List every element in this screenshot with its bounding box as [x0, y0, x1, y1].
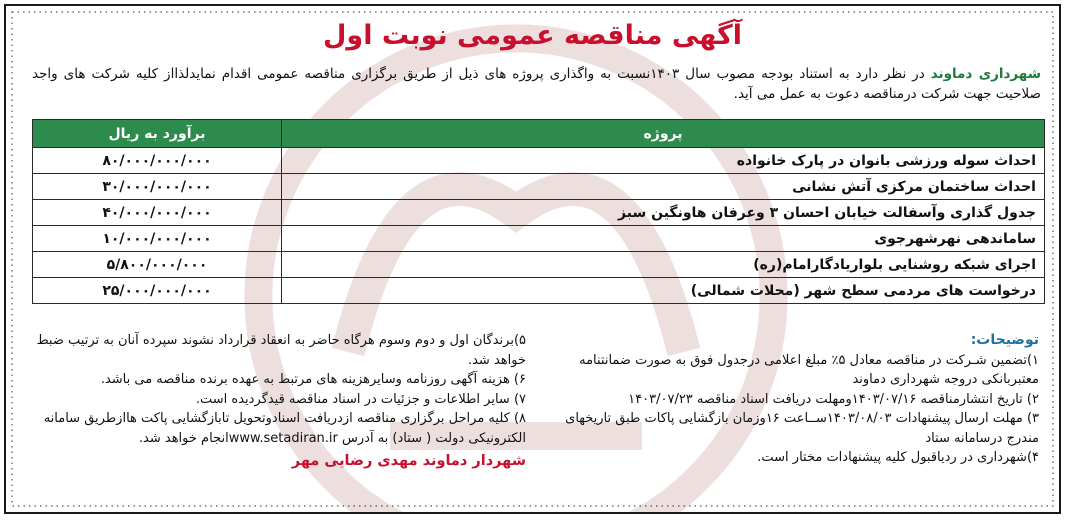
table-row	[33, 252, 1045, 278]
project-cost: ۸۰/۰۰۰/۰۰۰/۰۰۰	[33, 148, 282, 174]
table-row	[33, 200, 1045, 226]
table-row	[33, 278, 1045, 304]
intro-paragraph	[32, 64, 1041, 104]
note-item: ۳) مهلت ارسال پیشنهادات ۱۴۰۳/۰۸/۰۳ســاعت ۱۶وزمان بازگشایی پاکات طبق تاریخهای مندرج درسامانه ستاد	[565, 411, 1039, 446]
projects-table	[32, 119, 1045, 304]
note-item: ۶) هزینه آگهی روزنامه وسایرهزینه های مرتبط به عهده برنده مناقصه می باشد.	[100, 372, 526, 387]
notice-title: آگهی مناقصه عمومی نوبت اول	[323, 20, 742, 51]
project-name: جدول گذاری وآسفالت خیابان احسان ۳ وعرفان هاونگین سبز	[282, 200, 1045, 226]
ad-frame	[4, 4, 1061, 514]
project-name: ساماندهی نهرشهرجوی	[282, 226, 1045, 252]
header-project: پروژه	[282, 120, 1045, 148]
note-item-8	[36, 409, 526, 448]
project-cost: ۳۰/۰۰۰/۰۰۰/۰۰۰	[33, 174, 282, 200]
project-cost: ۲۵/۰۰۰/۰۰۰/۰۰۰	[33, 278, 282, 304]
note-item: ۵)برندگان اول و دوم وسوم هرگاه حاضر به انعقاد قرارداد نشوند سپرده آنان به ترتیب ضبط خواهد شد.	[36, 333, 526, 368]
mayor-signature: شهردار دماوند مهدی رضایی مهر	[291, 453, 526, 469]
note-item: ۴)شهرداری در ردیاقبول کلیه پیشنهادات مختار است.	[757, 450, 1039, 465]
project-name: احداث سوله ورزشی بانوان در پارک خانواده	[282, 148, 1045, 174]
setad-url-link[interactable]: www.setadiran.ir	[228, 430, 338, 446]
note-item: ۲) تاریخ انتشارمناقصه ۱۴۰۳/۰۷/۱۶ومهلت دریافت اسناد مناقصه ۱۴۰۳/۰۷/۲۳	[628, 391, 1039, 407]
project-cost: ۴۰/۰۰۰/۰۰۰/۰۰۰	[33, 200, 282, 226]
project-cost: ۵/۸۰۰/۰۰۰/۰۰۰	[33, 252, 282, 278]
note-item: ۷) سایر اطلاعات و جزئیات در اسناد مناقصه قیدگردیده است.	[195, 391, 526, 407]
project-name: درخواست های مردمی سطح شهر (محلات شمالی)	[282, 278, 1045, 304]
project-name: اجرای شبکه روشنایی بلواریادگارامام(ره)	[282, 252, 1045, 278]
table-row	[33, 174, 1045, 200]
table-row	[33, 148, 1045, 174]
note-item-8-text: ۸) کلیه مراحل برگزاری مناقصه ازدریافت اسنادوتحویل تابازگشایی پاکت هاازطریق سامانه الکترونیکی دولت ( ستاد) به آدرس	[43, 411, 526, 446]
table-header-row	[33, 120, 1045, 148]
project-cost: ۱۰/۰۰۰/۰۰۰/۰۰۰	[33, 226, 282, 252]
notes-left-column	[36, 331, 526, 472]
header-cost: برآورد به ریال	[33, 120, 282, 148]
notes-right-column	[529, 331, 1039, 468]
intro-text: در نظر دارد به استناد بودجه مصوب سال ۱۴۰۳نسبت به واگذاری پروژه های ذیل از طریق برگزاری مناقصه عمومی اقدام نمایدلذااز کلیه شرکت های واجد صلاحیت جهت شرکت درمناقصه دعوت به عمل می آید.	[32, 66, 1041, 102]
project-name: احداث ساختمان مرکزی آتش نشانی	[282, 174, 1045, 200]
table-row	[33, 226, 1045, 252]
note-item-8-end: انجام خواهد شد.	[138, 430, 229, 446]
notes-heading: توضیحات:	[970, 332, 1039, 348]
note-item: ۱)تضمین شـرکت در مناقصه معادل ۵٪ مبلغ اعلامی درجدول فوق به صورت ضمانتنامه معتبربانکی دروجه شهرداری دماوند	[579, 352, 1039, 387]
municipality-name: شهرداری دماوند	[930, 66, 1041, 82]
